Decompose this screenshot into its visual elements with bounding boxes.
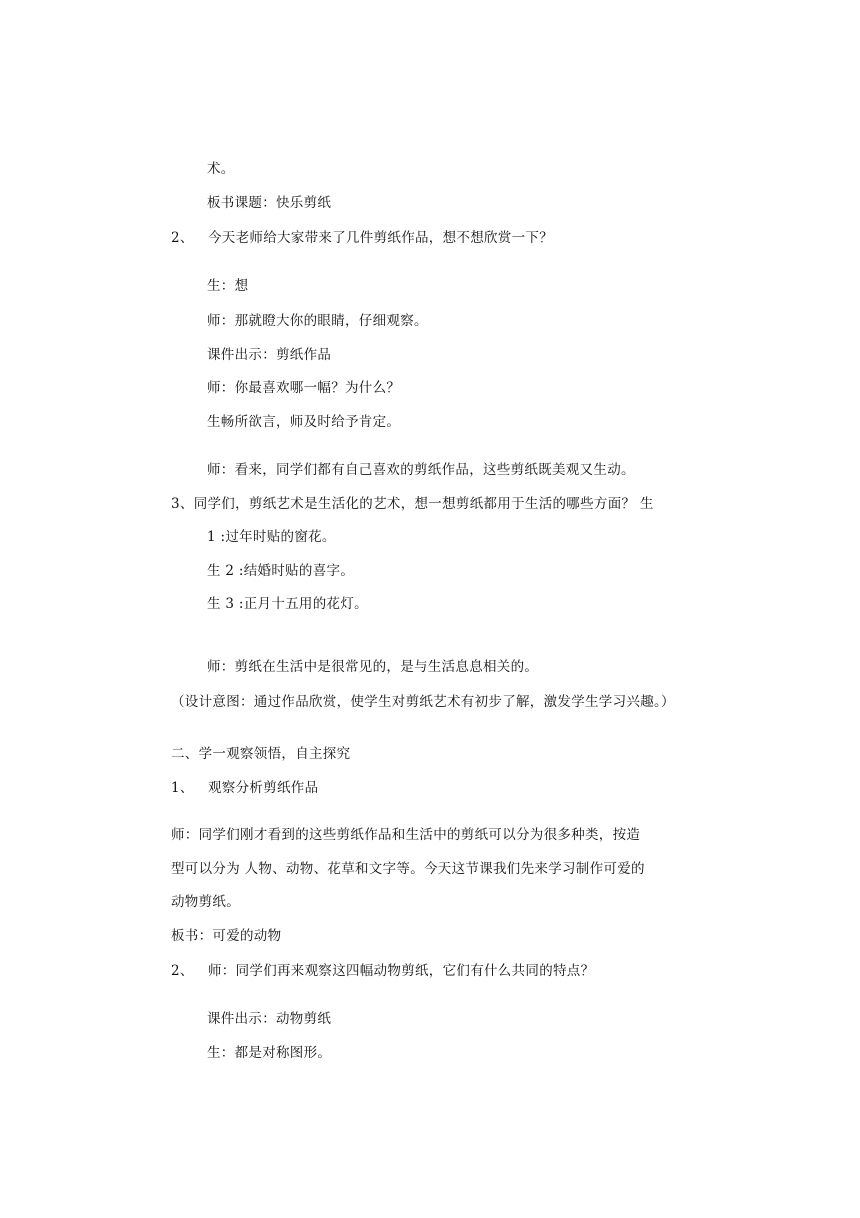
numbered-item [171,962,594,980]
design-intent-note: （设计意图：通过作品欣赏，使学生对剪纸艺术有初步了解，激发学生学习兴趣。） [171,694,675,710]
text-line: 课件出示：动物剪纸 [207,1011,332,1027]
item-text: 今天老师给大家带来了几件剪纸作品，想不想欣赏一下？ [208,230,553,246]
text-line: 型可以分为 人物、动物、花草和文字等。今天这节课我们先来学习制作可爱的 [171,861,645,877]
text-line: 生 3 :正月十五用的花灯。 [207,596,368,612]
text-line: 动物剪纸。 [171,894,240,910]
item-text: 师：同学们再来观察这四幅动物剪纸，它们有什么共同的特点？ [208,963,595,979]
text-line: 3、同学们，剪纸艺术是生活化的艺术，想一想剪纸都用于生活的哪些方面？ 生 [171,496,654,512]
text-line: 课件出示：剪纸作品 [207,347,332,363]
item-number: 2、 [171,963,194,979]
text-line: 板书课题：快乐剪纸 [207,195,332,211]
text-line: 师：同学们刚才看到的这些剪纸作品和生活中的剪纸可以分为很多种类，按造 [171,827,641,843]
text-line: 生畅所欲言，师及时给予肯定。 [207,414,401,430]
text-line: 师：看来，同学们都有自己喜欢的剪纸作品，这些剪纸既美观又生动。 [207,462,635,478]
text-line: 生：都是对称图形。 [207,1045,332,1061]
text-line: 生：想 [207,278,249,294]
text-line: 术。 [207,161,235,177]
text-line: 生 2 :结婚时贴的喜字。 [207,563,355,579]
text-line: 1 :过年时贴的窗花。 [207,529,336,545]
item-number: 2、 [171,230,194,246]
item-text: 观察分析剪纸作品 [208,780,319,796]
item-number: 1、 [171,780,194,796]
numbered-item [171,229,553,247]
text-line: 师：那就瞪大你的眼睛，仔细观察。 [207,313,428,329]
numbered-item [171,779,318,797]
section-heading: 二、学一观察领悟，自主探究 [171,746,351,762]
text-line: 师：剪纸在生活中是很常见的，是与生活息息相关的。 [207,659,539,675]
text-line: 板书：可爱的动物 [171,928,282,944]
text-line: 师：你最喜欢哪一幅？为什么？ [207,380,401,396]
